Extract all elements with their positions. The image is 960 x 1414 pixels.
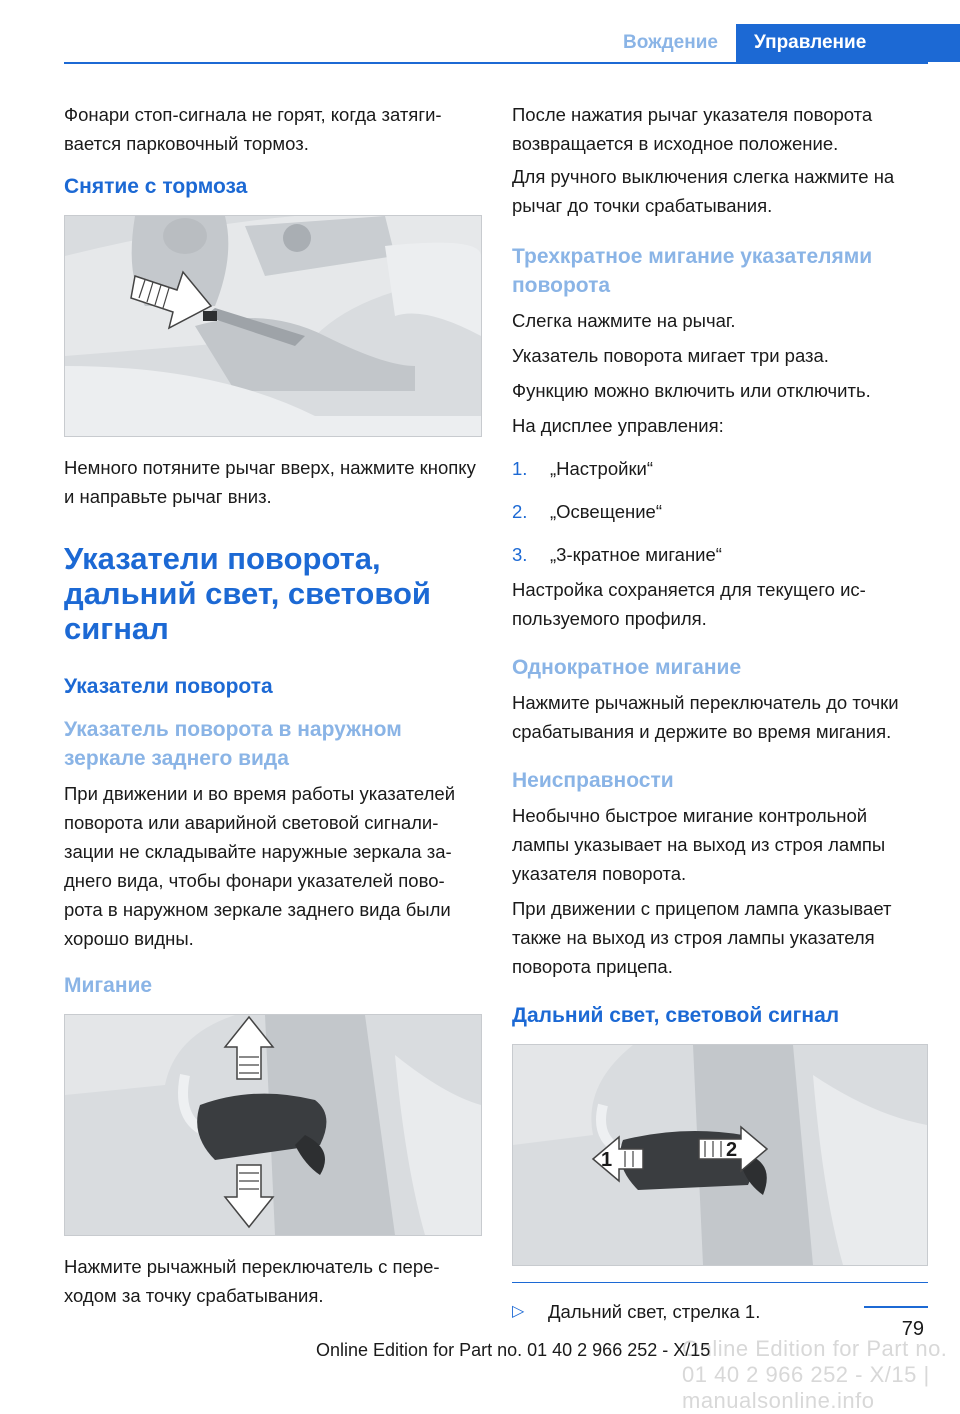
page-number: 79 <box>901 1318 924 1340</box>
paragraph-blinks-three: Указатель поворота мигает три раза. <box>512 345 829 366</box>
paragraph-mirror-warning: При движении и во время работы указателей поворота или аварийной световой сигнали-зации не складывайте наружные зеркала за-днего вида, чтобы фонари указателей пово-рота в наружном зеркале заднего вида были хорошо видны. <box>64 783 456 949</box>
tab-driving[interactable]: Вождение <box>605 24 736 62</box>
heading-release-brake: Снятие с тормоза <box>64 175 248 198</box>
heading-turn-signals: Указатели поворота <box>64 675 273 698</box>
turn-signal-figure <box>64 1014 482 1236</box>
paragraph-release-instructions: Немного потяните рычаг вверх, нажмите кнопку и направьте рычаг вниз. <box>64 457 476 507</box>
tab-controls[interactable]: Управление <box>736 24 960 62</box>
paragraph-hold-lever: Нажмите рычажный переключатель до точки срабатывания и держите во время мигания. <box>512 692 899 742</box>
bullet-high-beam: ▷ Дальний свет, стрелка 1. <box>512 1297 928 1326</box>
heading-single-blink: Однократное мигание <box>512 656 742 679</box>
paragraph-lever-return: После нажатия рычаг указателя поворота возвращается в исходное положение. <box>512 104 873 154</box>
handbrake-illustration <box>65 216 481 436</box>
footer-edition: Online Edition for Part no. 01 40 2 966 252 - X/15 <box>316 1340 711 1360</box>
paragraph-fast-blink: Необычно быстрое мигание контрольной лампы указывает на выход из строя лампы указателя поворота. <box>512 805 886 884</box>
heading-triple-blink: Трехкратное мигание указателями поворота <box>512 245 873 297</box>
settings-steps <box>512 454 928 569</box>
watermark: Online Edition for Part no. 01 40 2 966 252 - X/15 | manualsonline.info <box>682 1336 948 1413</box>
left-column <box>64 100 482 1324</box>
list-item: 1. „Настройки“ <box>512 458 654 479</box>
paragraph-press-lever: Слегка нажмите на рычаг. <box>512 310 736 331</box>
section-title: Указатели поворота, дальний свет, световой сигнал <box>64 541 431 646</box>
paragraph-profile-saved: Настройка сохраняется для текущего ис-пользуемого профиля. <box>512 579 866 629</box>
triangle-bullet-icon: ▷ <box>512 1303 525 1320</box>
list-item: 3. „3-кратное мигание“ <box>512 544 722 565</box>
high-beam-illustration <box>513 1045 927 1265</box>
paragraph-brake-lights: Фонари стоп-сигнала не горят, когда затяги-вается парковочный тормоз. <box>64 104 442 154</box>
paragraph-manual-off: Для ручного выключения слегка нажмите на рычаг до точки срабатывания. <box>512 166 895 216</box>
heading-mirror-indicator: Указатель поворота в наружном зеркале заднего вида <box>64 718 402 770</box>
turn-signal-illustration <box>65 1015 481 1235</box>
arrow-label-1: 1 <box>601 1149 613 1171</box>
header-rule <box>64 62 928 64</box>
list-item: 2. „Освещение“ <box>512 501 663 522</box>
paragraph-trailer: При движении с прицепом лампа указывает также на выход из строя лампы указателя поворота прицепа. <box>512 898 892 977</box>
header-tabs <box>605 24 960 62</box>
arrow-label-2: 2 <box>726 1139 738 1161</box>
high-beam-figure <box>512 1044 928 1266</box>
paragraph-toggle-function: Функцию можно включить или отключить. <box>512 380 871 401</box>
paragraph-control-display: На дисплее управления: <box>512 415 724 436</box>
heading-blinking: Мигание <box>64 974 153 997</box>
heading-high-beam: Дальний свет, световой сигнал <box>512 1004 840 1027</box>
paragraph-blink-instructions: Нажмите рычажный переключатель с пере-ходом за точку срабатывания. <box>64 1256 440 1306</box>
heading-faults: Неисправности <box>512 769 674 792</box>
handbrake-figure <box>64 215 482 437</box>
right-column <box>512 100 928 1326</box>
footer-rule <box>864 1306 928 1308</box>
list-divider <box>512 1282 928 1283</box>
